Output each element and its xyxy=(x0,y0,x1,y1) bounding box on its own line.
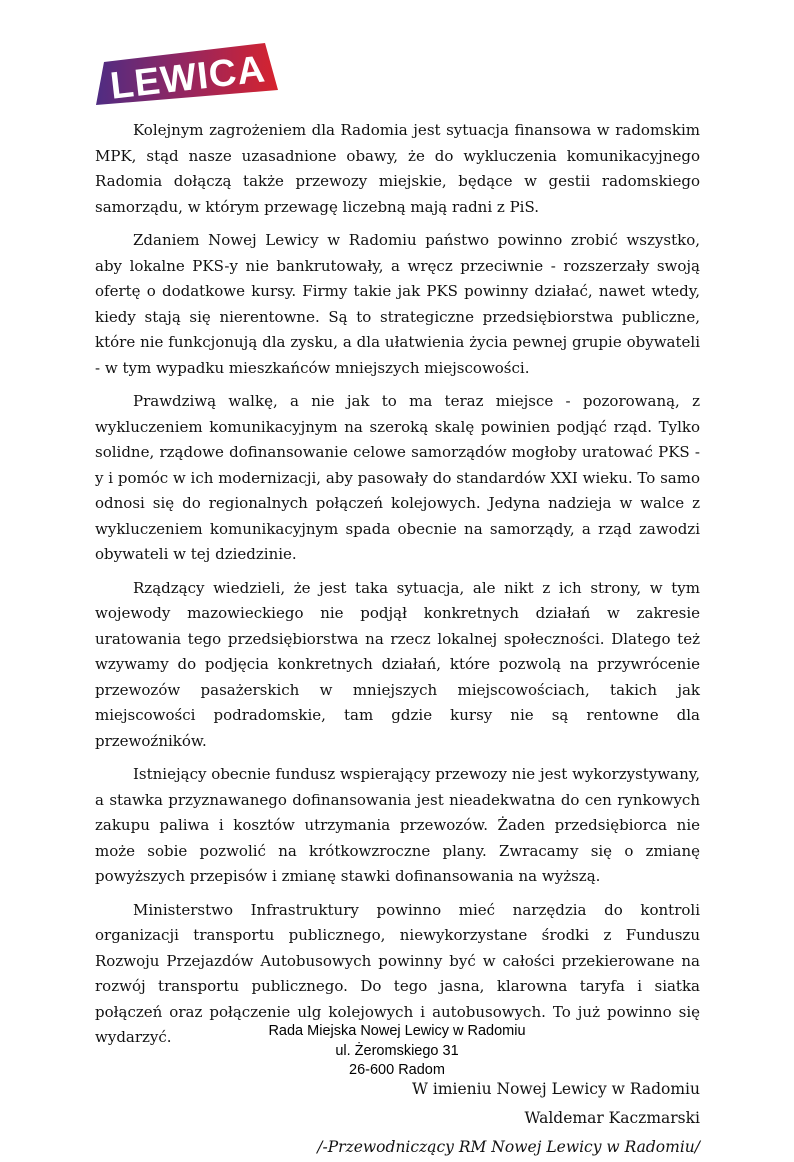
signature-org: W imieniu Nowej Lewicy w Radomiu xyxy=(412,1079,700,1098)
footer-address xyxy=(0,1022,794,1081)
signature-block xyxy=(95,1075,700,1162)
paragraph-6: Ministerstwo Infrastruktury powinno mieć narzędzia do kontroli organizacji transportu publicznego, niewykorzystane środki z Funduszu Rozwoju Przejazdów Autobusowych powinny być w całości przekierowane na rozwój transportu publicznego. Do tego jasna, klarowna taryfa i siatka połączeń oraz połączenie ulg kolejowych i autobusowych. To już powinno się wydarzyć. xyxy=(95,900,700,1046)
footer-street: ul. Żeromskiego 31 xyxy=(335,1042,459,1059)
paragraph-1: Kolejnym zagrożeniem dla Radomia jest sytuacja finansowa w radomskim MPK, stąd nasze uzasadnione obawy, że do wykluczenia komunikacyjnego Radomia dołączą także przewozy miejskie, będące w gestii radomskiego samorządu, w którym przewagę liczebną mają radni z PiS. xyxy=(95,121,700,216)
footer-org: Rada Miejska Nowej Lewicy w Radomiu xyxy=(268,1023,526,1039)
paragraph-2: Zdaniem Nowej Lewicy w Radomiu państwo powinno zrobić wszystko, aby lokalne PKS-y nie bankrutowały, a wręcz przeciwnie - rozszerzały swoją ofertę o dodatkowe kursy. Firmy takie jak PKS powinny działać, nawet wtedy, kiedy stają się nierentowne. Są to strategiczne przedsiębiorstwa publiczne, które nie funkcjonują dla zysku, a dla ułatwienia życia pewnej grupie obywateli - w tym wypadku mieszkańców mniejszych miejscowości. xyxy=(95,231,700,377)
footer-city: 26-600 Radom xyxy=(349,1062,445,1078)
lewica-logo xyxy=(91,40,291,110)
logo-wordmark: LEWICA xyxy=(108,48,268,108)
signature-name: Waldemar Kaczmarski xyxy=(524,1108,700,1127)
lewica-logo-graphic xyxy=(91,40,291,110)
paragraph-5: Istniejący obecnie fundusz wspierający przewozy nie jest wykorzystywany, a stawka przyznawanego dofinansowania jest nieadekwatna do cen rynkowych zakupu paliwa i kosztów utrzymania przewozów. Żaden przedsiębiorca nie może sobie pozwolić na krótkowzroczne plany. Zwracamy się o zmianę powyższych przepisów i zmianę stawki dofinansowania na wyższą. xyxy=(95,765,700,885)
signature-role: /-Przewodniczący RM Nowej Lewicy w Radomiu/ xyxy=(317,1137,700,1156)
paragraph-3: Prawdziwą walkę, a nie jak to ma teraz miejsce - pozorowaną, z wykluczeniem komunikacyjnym na szeroką skalę powinien podjąć rząd. Tylko solidne, rządowe dofinansowanie celowe samorządów mogłoby uratować PKS -y i pomóc w ich modernizacji, aby pasowały do standardów XXI wieku. To samo odnosi się do regionalnych połączeń kolejowych. Jedyna nadzieja w walce z wykluczeniem komunikacyjnym spada obecnie na samorządy, a rząd zawodzi obywateli w tej dziedzinie. xyxy=(95,392,700,563)
paragraph-4: Rządzący wiedzieli, że jest taka sytuacja, ale nikt z ich strony, w tym wojewody mazowieckiego nie podjął konkretnych działań w zakresie uratowania tego przedsiębiorstwa na rzecz lokalnej społeczności. Dlatego też wzywamy do podjęcia konkretnych działań, które pozwolą na przywrócenie przewozów pasażerskich w mniejszych miejscowościach, takich jak miejscowości podradomskie, tam gdzie kursy nie są rentowne dla przewoźników. xyxy=(95,578,700,750)
